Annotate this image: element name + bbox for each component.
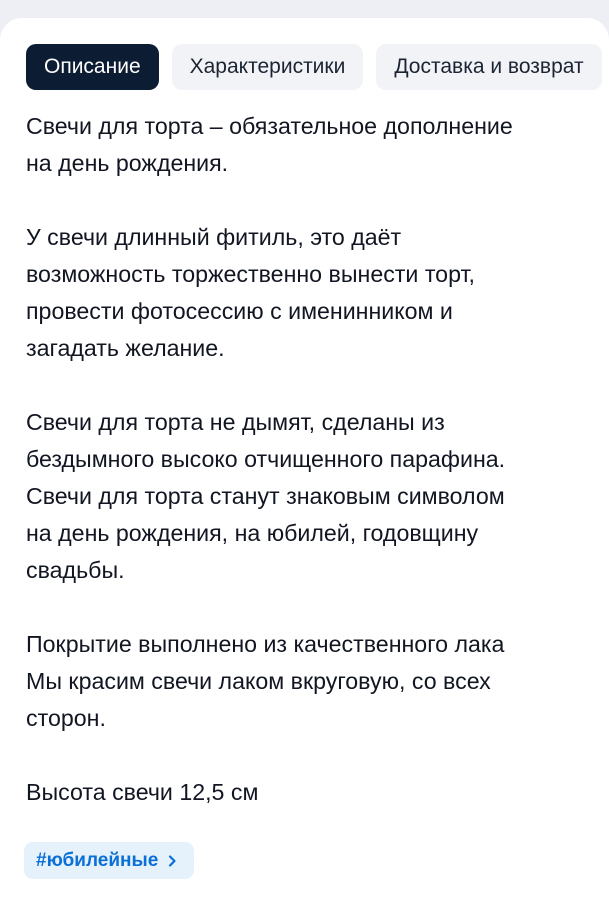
- description-paragraph: [26, 108, 586, 182]
- description-line: Свечи для торта станут знаковым символом: [26, 483, 505, 509]
- description-line: на день рождения.: [26, 150, 229, 176]
- description-line: сторон.: [26, 705, 106, 731]
- description-line: бездымного высоко отчищенного парафина.: [26, 446, 506, 472]
- tab-description[interactable]: Описание: [26, 44, 159, 90]
- product-details-card: [0, 18, 609, 918]
- hashtag-label: #юбилейные: [36, 850, 159, 871]
- description-line: Высота свечи 12,5 см: [26, 779, 259, 805]
- product-description: [26, 108, 586, 811]
- tab-bar: [26, 44, 602, 90]
- description-line: Свечи для торта – обязательное дополнение: [26, 113, 513, 139]
- description-line: свадьбы.: [26, 557, 125, 583]
- description-line: У свечи длинный фитиль, это даёт: [26, 224, 402, 250]
- description-line: возможность торжественно вынести торт,: [26, 261, 475, 287]
- description-paragraph: [26, 626, 586, 737]
- description-line: Покрытие выполнено из качественного лака: [26, 631, 505, 657]
- description-line: провести фотосессию с именинником и: [26, 298, 453, 324]
- tab-characteristics[interactable]: Характеристики: [172, 44, 364, 90]
- description-line: Мы красим свечи лаком вкруговую, со всех: [26, 668, 491, 694]
- hashtag-chip[interactable]: [24, 842, 194, 879]
- tab-delivery-returns[interactable]: Доставка и возврат: [376, 44, 601, 90]
- description-paragraph: [26, 774, 586, 811]
- description-paragraph: [26, 219, 586, 367]
- description-line: загадать желание.: [26, 335, 225, 361]
- description-line: Свечи для торта не дымят, сделаны из: [26, 409, 445, 435]
- chevron-right-icon: [164, 853, 180, 869]
- description-line: на день рождения, на юбилей, годовщину: [26, 520, 479, 546]
- description-paragraph: [26, 404, 586, 589]
